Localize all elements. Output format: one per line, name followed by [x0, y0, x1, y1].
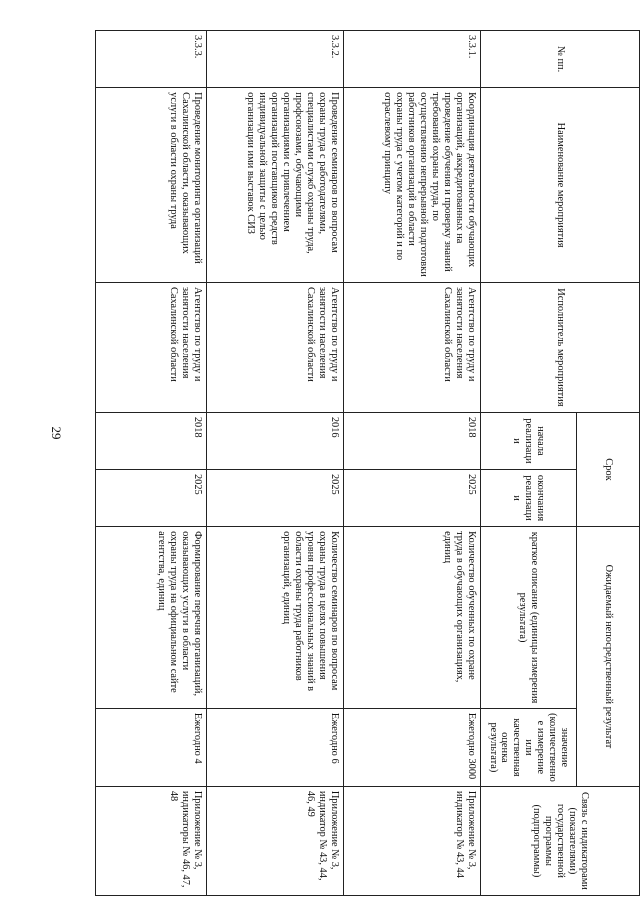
table-row: [206, 31, 343, 896]
row-value: Ежегодно 3000: [343, 708, 480, 786]
row-start: 2016: [206, 412, 343, 469]
header-name: Наименование мероприятия: [481, 88, 640, 283]
row-num: 3.3.2.: [206, 31, 343, 88]
header-link: Связь с индикаторами (показателями) государственной программы (подпрограммы): [481, 786, 640, 895]
header-term: Срок: [576, 412, 639, 526]
row-num: 3.3.3.: [96, 31, 207, 88]
row-num: 3.3.1.: [343, 31, 480, 88]
header-num: № пп.: [481, 31, 640, 88]
row-desc: Количество обученных по охране труда в обучающих организациях, единиц: [343, 527, 480, 709]
table-header-row: [576, 31, 639, 896]
header-result: Ожидаемый непосредственный результат: [576, 527, 639, 787]
table-row: [343, 31, 480, 896]
page-number: 29: [49, 426, 64, 440]
rotated-table-container: [95, 30, 640, 896]
row-executor: Агентство по труду и занятости населения Сахалинской области: [343, 282, 480, 412]
table-row: [96, 31, 207, 896]
row-end: 2025: [96, 469, 207, 526]
row-executor: Агентство по труду и занятости населения Сахалинской области: [206, 282, 343, 412]
row-name: Проведение мониторинга организаций Сахалинской области, оказывающих услуги в области охраны труда: [96, 88, 207, 283]
header-result-desc: краткое описание (единицы измерения результата): [481, 527, 577, 709]
row-name: Проведение семинаров по вопросам охраны труда с работодателями, специалистами служб охраны труда, профсоюзами, обучающими организациями с привлечением организаций поставщиков средств индивидуальной защиты с целью организации ими выставок СИЗ: [206, 88, 343, 283]
row-name: Координация деятельности обучающих организаций, аккредитованных на проведение обучения и проверку знаний требований охраны труда, по осуществлению непрерывной подготовки работников организаций в области охраны труда с учетом категорий и по отраслевому принципу: [343, 88, 480, 283]
header-end: окончания реализации: [481, 469, 577, 526]
row-value: Ежегодно 6: [206, 708, 343, 786]
row-link: Приложение № 3, индикатор № 43, 44, 46, 49: [206, 786, 343, 895]
row-start: 2018: [96, 412, 207, 469]
row-link: Приложение № 3, индикатор № 43, 44: [343, 786, 480, 895]
row-end: 2025: [206, 469, 343, 526]
header-result-value: значение (количественное измерение или качественная оценка результата): [481, 708, 577, 786]
row-desc: Формирование перечня организаций, оказывающих услуги в области охраны труда на официальном сайте агентства, единиц: [96, 527, 207, 709]
header-start: начала реализации: [481, 412, 577, 469]
row-end: 2025: [343, 469, 480, 526]
row-executor: Агентство по труду и занятости населения Сахалинской области: [96, 282, 207, 412]
row-start: 2018: [343, 412, 480, 469]
row-desc: Количество семинаров по вопросам охраны труда в целях повышения уровня профессиональных знаний в области охраны труда работников организаций, единиц: [206, 527, 343, 709]
row-link: Приложение № 3, индикаторы № 46, 47, 48: [96, 786, 207, 895]
row-value: Ежегодно 4: [96, 708, 207, 786]
activities-table: [95, 30, 640, 896]
header-executor: Исполнитель мероприятия: [481, 282, 640, 412]
